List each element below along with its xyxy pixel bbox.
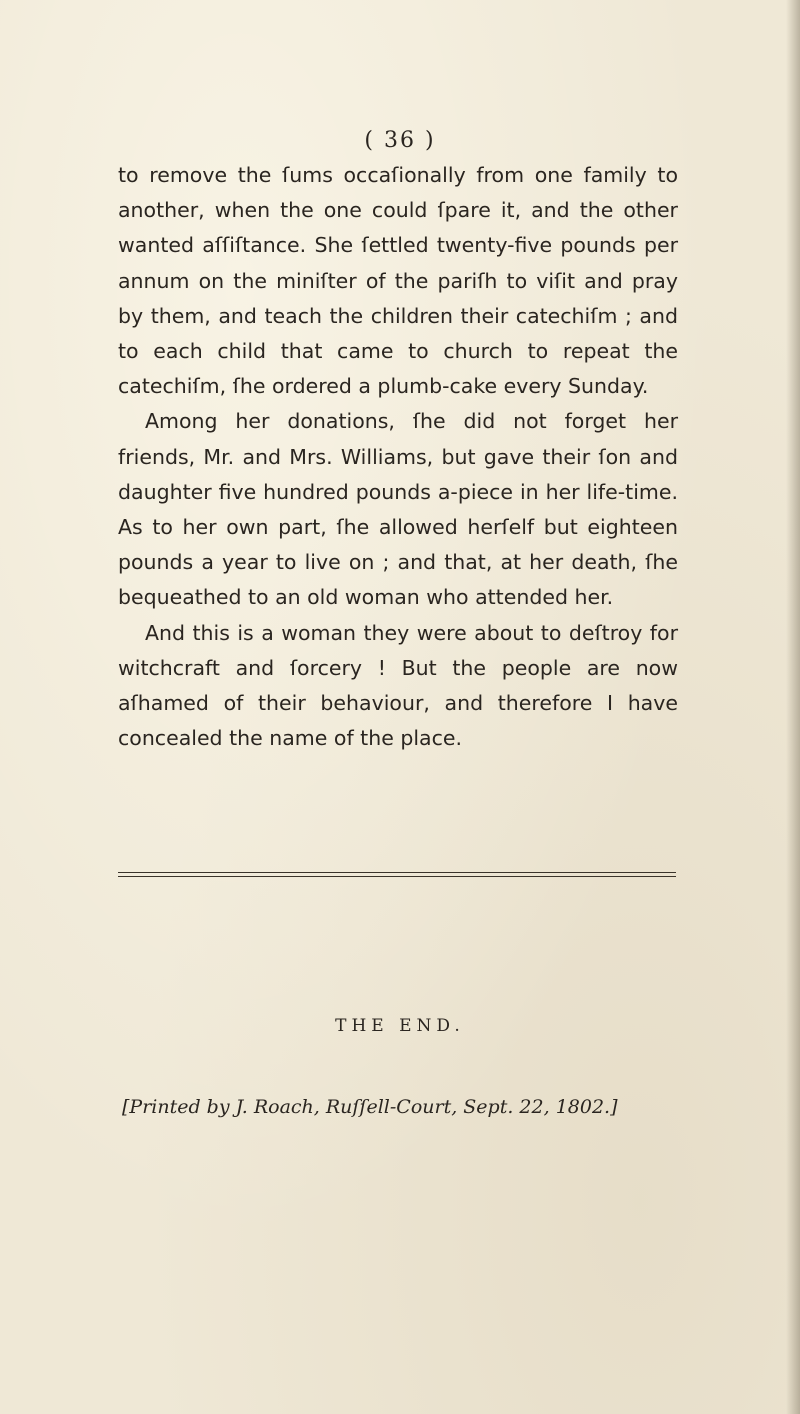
page-edge-shadow xyxy=(786,0,800,1414)
body-text xyxy=(118,158,678,756)
end-divider-rule xyxy=(118,872,676,873)
end-divider-rule-second xyxy=(118,876,676,877)
paragraph-1: to remove the ſums occaſionally from one family to another, when the one could ſpare it, and the other wanted aſſiſtance. She ſettled twenty-five pounds per annum on the miniſter of the pariſh to viſit and pray by them, and teach the children their catechiſm ; and to each child that came to church to repeat the catechiſm, ſhe ordered a plumb-cake every Sunday. xyxy=(118,163,678,399)
printer-imprint: [Printed by J. Roach, Ruſſell-Court, Sept. 22, 1802.] xyxy=(122,1096,618,1118)
paragraph-2: Among her donations, ſhe did not forget her friends, Mr. and Mrs. Williams, but gave their ſon and daughter five hundred pounds a-piece in her life-time. As to her own part, ſhe allowed herſelf but eighteen pounds a year to live on ; and that, at her death, ſhe bequeathed to an old woman who attended her. xyxy=(118,409,678,610)
page-number: ( 36 ) xyxy=(364,128,436,153)
paragraph-3: And this is a woman they were about to deſtroy for witchcraft and ſorcery ! But the people are now aſhamed of their behaviour, and therefore I have concealed the name of the place. xyxy=(118,620,678,751)
the-end-heading: THE END. xyxy=(335,1016,465,1036)
